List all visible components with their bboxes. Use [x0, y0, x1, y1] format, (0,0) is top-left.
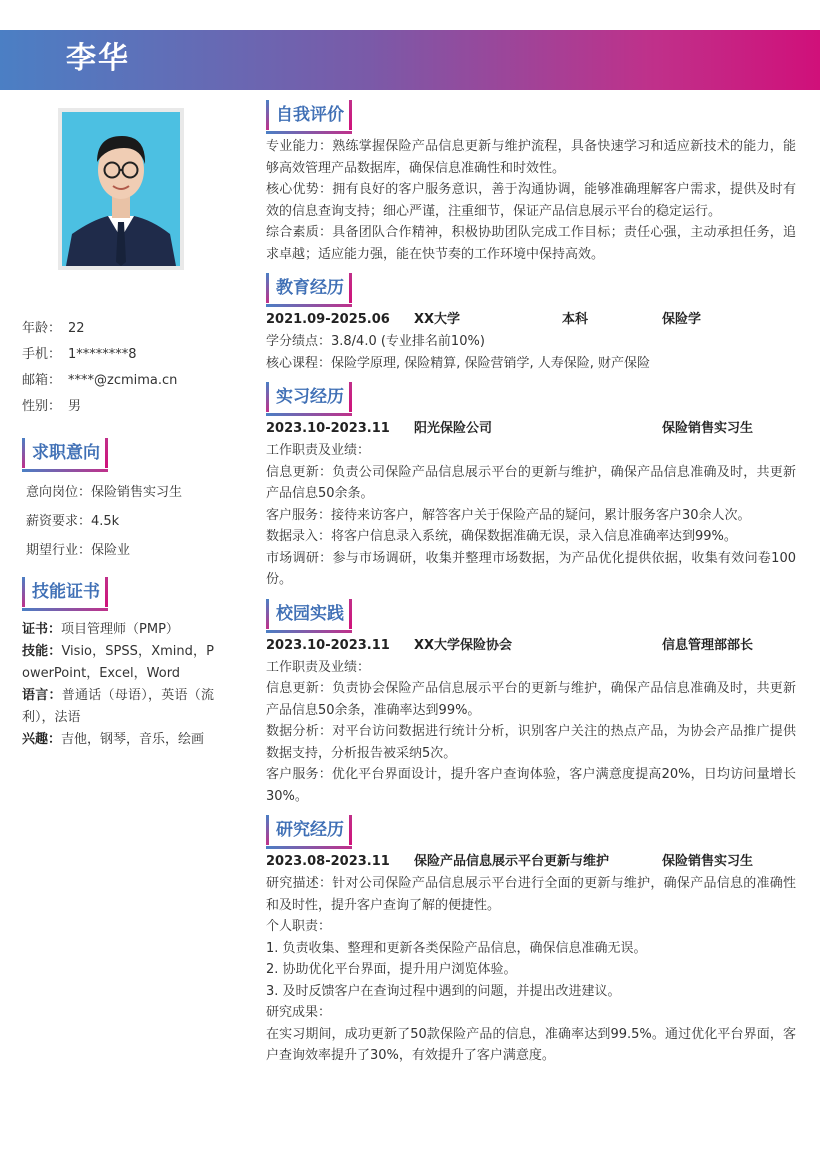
internship-section — [266, 382, 796, 591]
internship-line: 数据录入：将客户信息录入系统，确保数据准确无误，录入信息准确率达到99%。 — [266, 529, 737, 544]
internship-line: 市场调研：参与市场调研，收集并整理市场数据，为产品优化提供依据，收集有效问卷100份。 — [266, 550, 796, 587]
profile-photo — [62, 112, 180, 266]
internship-line: 信息更新：负责公司保险产品信息展示平台的更新与维护，确保产品信息准确及时，共更新产品信息50余条。 — [266, 464, 796, 501]
skills-section — [22, 577, 214, 751]
research-line: 研究成果： — [266, 1005, 332, 1020]
right-column — [266, 100, 796, 1075]
campus-title: 校园实践 — [266, 599, 352, 629]
internship-line: 工作职责及业绩： — [266, 443, 371, 458]
research-header-row — [266, 851, 796, 873]
intent-industry: 期望行业：保险业 — [26, 543, 131, 558]
education-section — [266, 273, 796, 374]
research-line: 1. 负责收集、整理和更新各类保险产品信息，确保信息准确无误。 — [266, 940, 647, 956]
candidate-name: 李华 — [66, 41, 130, 76]
education-school: XX大学 — [414, 312, 461, 327]
campus-line: 工作职责及业绩： — [266, 659, 371, 675]
research-period: 2023.08-2023.11 — [266, 854, 390, 869]
education-header-row — [266, 309, 796, 331]
profile-photo-frame — [58, 108, 184, 270]
campus-line: 数据分析：对平台访问数据进行统计分析，识别客户关注的热点产品，为协会产品推广提供数据支持，分析报告被采纳5次。 — [266, 724, 796, 761]
campus-org: XX大学保险协会 — [414, 637, 513, 653]
campus-section — [266, 599, 796, 808]
left-column — [22, 316, 222, 751]
campus-line: 信息更新：负责协会保险产品信息展示平台的更新与维护，确保产品信息准确及时，共更新产品信息50余条，准确率达到99%。 — [266, 681, 796, 718]
research-line: 3. 及时反馈客户在查询过程中遇到的问题，并提出改进建议。 — [266, 983, 621, 999]
skill-hobbies: 兴趣：吉他，钢琴，音乐，绘画 — [22, 732, 205, 747]
internship-company: 阳光保险公司 — [414, 421, 493, 436]
skill-languages: 语言：普通话（母语），英语（流利），法语 — [22, 688, 214, 725]
basic-info — [22, 316, 222, 420]
info-phone: 手机： 1********8 — [22, 347, 137, 362]
skills-title: 技能证书 — [22, 577, 108, 607]
education-courses: 核心课程：保险学原理, 保险精算, 保险营销学, 人寿保险, 财产保险 — [266, 355, 651, 371]
self-eval-advantage: 核心优势：拥有良好的客户服务意识，善于沟通协调，能够准确理解客户需求，提供及时有效的信息查询支持；细心严谨，注重细节，保证产品信息展示平台的稳定运行。 — [266, 182, 796, 219]
self-eval-quality: 综合素质：具备团队合作精神，积极协助团队完成工作目标；责任心强，主动承担任务，追求卓越；适应能力强，能在快节奏的工作环境中保持高效。 — [266, 225, 796, 262]
internship-period: 2023.10-2023.11 — [266, 421, 390, 436]
info-age: 年龄： 22 — [22, 321, 85, 336]
campus-header-row — [266, 635, 796, 657]
education-period: 2021.09-2025.06 — [266, 312, 390, 327]
research-line: 个人职责： — [266, 919, 332, 934]
campus-period: 2023.10-2023.11 — [266, 637, 390, 653]
research-role: 保险销售实习生 — [662, 854, 754, 869]
internship-role: 保险销售实习生 — [662, 421, 754, 436]
self-eval-section — [266, 100, 796, 265]
info-email: 邮箱： ****@zcmima.cn — [22, 373, 178, 388]
education-title: 教育经历 — [266, 273, 352, 303]
research-line: 在实习期间，成功更新了50款保险产品的信息，准确率达到99.5%。通过优化平台界面，客户查询效率提升了30%，有效提升了客户满意度。 — [266, 1026, 796, 1063]
info-gender: 性别： 男 — [22, 399, 82, 414]
internship-header-row — [266, 418, 796, 440]
skill-tools: 技能：Visio，SPSS，Xmind，PowerPoint，Excel，Word — [22, 644, 214, 681]
self-eval-title: 自我评价 — [266, 100, 352, 130]
skill-cert: 证书：项目管理师（PMP） — [22, 622, 179, 637]
research-title: 研究经历 — [266, 815, 352, 845]
research-line: 研究描述：针对公司保险产品信息展示平台进行全面的更新与维护，确保产品信息的准确性和及时性，提升客户查询了解的便捷性。 — [266, 876, 796, 913]
portrait-illustration — [62, 112, 180, 266]
intent-position: 意向岗位：保险销售实习生 — [26, 485, 183, 500]
intent-salary: 薪资要求：4.5k — [26, 514, 120, 529]
campus-role: 信息管理部部长 — [662, 637, 754, 653]
education-major: 保险学 — [662, 312, 702, 327]
campus-line: 客户服务：优化平台界面设计，提升客户查询体验，客户满意度提高20%，日均访问量增长30%。 — [266, 767, 796, 804]
education-degree: 本科 — [562, 312, 589, 327]
research-section — [266, 815, 796, 1067]
job-intent-title: 求职意向 — [22, 438, 108, 468]
research-line: 2. 协助优化平台界面，提升用户浏览体验。 — [266, 962, 517, 977]
self-eval-professional: 专业能力：熟练掌握保险产品信息更新与维护流程，具备快速学习和适应新技术的能力，能够高效管理产品数据库，确保信息准确性和时效性。 — [266, 139, 796, 176]
education-gpa: 学分绩点：3.8/4.0 (专业排名前10%) — [266, 334, 485, 349]
research-project: 保险产品信息展示平台更新与维护 — [414, 854, 610, 869]
job-intent-section — [22, 438, 222, 565]
internship-title: 实习经历 — [266, 382, 352, 412]
internship-line: 客户服务：接待来访客户，解答客户关于保险产品的疑问，累计服务客户30余人次。 — [266, 507, 751, 523]
